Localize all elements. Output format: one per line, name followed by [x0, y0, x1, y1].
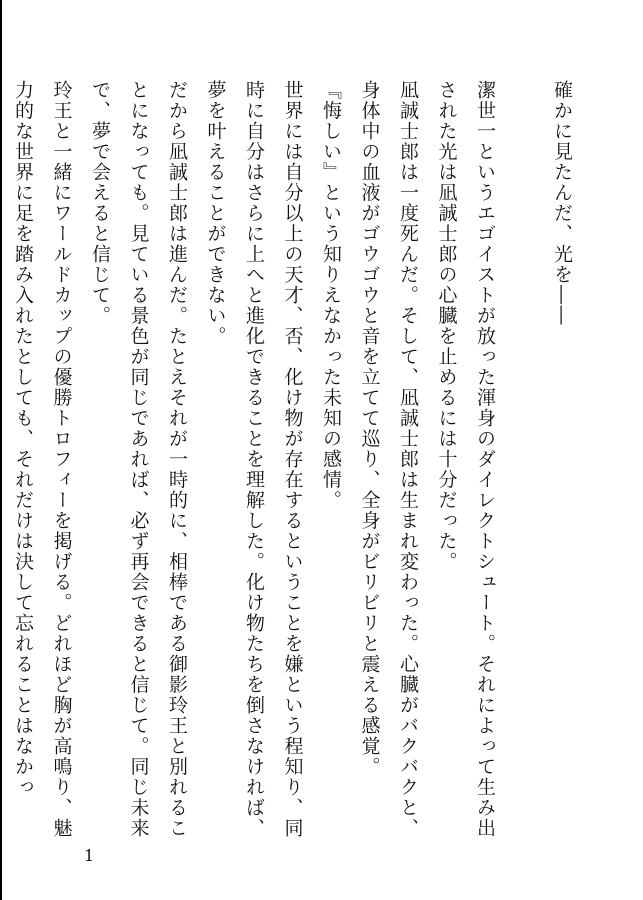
paragraph: 世界には自分以上の天才、否、化け物が存在するということを嫌という程知り、同時に自分はさらに上へと進化できることを理解した。化け物たちを倒さなければ、夢を叶えることができない。 [204, 80, 304, 839]
paragraph-blank-line [504, 80, 543, 840]
page-number: 1 [84, 846, 95, 865]
paragraph: 『悔しい』という知りえなかった未知の感情。 [320, 80, 342, 511]
vertical-text-body [12, 80, 581, 840]
page-left-border [0, 0, 2, 900]
paragraph: 凪誠士郎は一度死んだ。そして、凪誠士郎は生まれ変わった。心臓がバクバクと、身体中の血液がゴウゴウと音を立てて巡り、全身がビリビリと震える感覚。 [358, 80, 419, 839]
paragraph: だから凪誠士郎は進んだ。たとえそれが一時的に、相棒である御影玲王と別れることになっても。見ている景色が同じであれば、必ず再会できると信じて。同じ未来で、夢で会えると信じて。 [89, 80, 188, 839]
paragraph: 潔世一というエゴイストが放った渾身のダイレクトシュート。それによって生み出された光は凪誠士郎の心臓を止めるには十分だった。 [435, 80, 496, 839]
paragraph: 玲王と一緒にワールドカップの優勝トロフィーを掲げる。どれほど胸が高鳴り、魅力的な世界に足を踏み入れたとしても、それだけは決して忘れることはなかっ [12, 80, 73, 839]
paragraph-heading-line: 確かに見たんだ、光を―― [551, 80, 573, 326]
